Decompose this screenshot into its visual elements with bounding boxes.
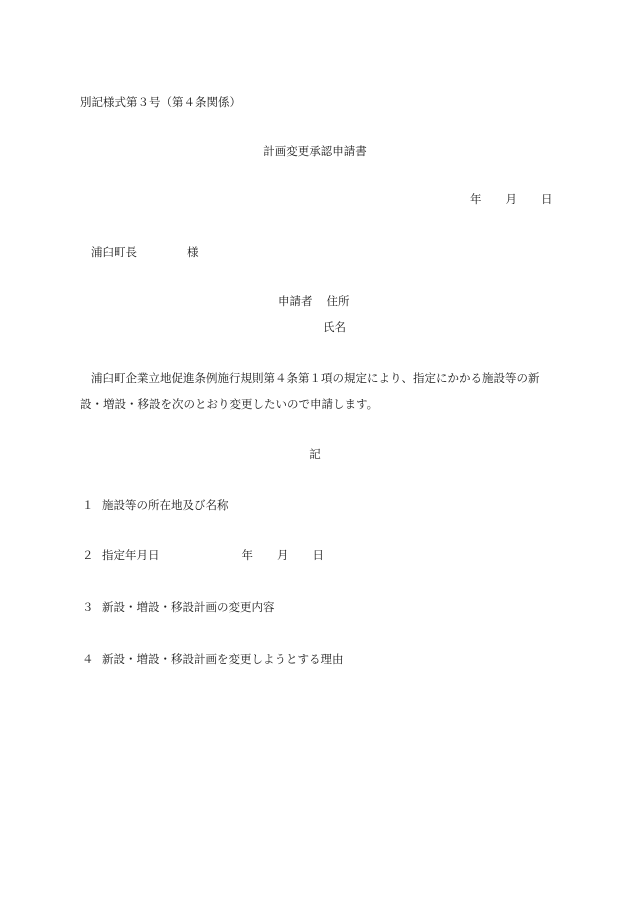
date-month-label: 月 <box>505 192 517 206</box>
item-number: ３ <box>82 600 94 614</box>
item-number: １ <box>82 498 94 512</box>
item-label: 施設等の所在地及び名称 <box>102 498 229 512</box>
addressee-name: 浦臼町長 <box>91 245 137 259</box>
designation-day-label: 日 <box>312 548 324 562</box>
designation-date-fields <box>242 550 325 562</box>
list-item <box>82 602 275 614</box>
applicant-name-label: 氏名 <box>323 320 346 334</box>
date-line <box>470 194 553 206</box>
body-text-line-2: 設・増設・移設を次のとおり変更したいので申請します。 <box>80 397 379 411</box>
date-year-label: 年 <box>470 192 482 206</box>
document-title: 計画変更承認申請書 <box>263 144 367 158</box>
item-label: 新設・増設・移設計画を変更しようとする理由 <box>102 652 344 666</box>
designation-year-label: 年 <box>241 548 253 562</box>
addressee-honorific: 様 <box>187 245 199 259</box>
item-label: 指定年月日 <box>102 548 160 562</box>
applicant-address-line <box>278 296 350 308</box>
applicant-label: 申請者 <box>278 294 313 308</box>
list-item <box>82 500 229 512</box>
item-number: ２ <box>82 548 94 562</box>
list-item <box>82 550 324 562</box>
item-label: 新設・増設・移設計画の変更内容 <box>102 600 275 614</box>
addressee <box>91 247 199 259</box>
date-day-label: 日 <box>541 192 553 206</box>
ki-heading: 記 <box>309 447 321 461</box>
item-number: ４ <box>82 652 94 666</box>
designation-month-label: 月 <box>277 548 289 562</box>
applicant-address-label: 住所 <box>326 294 350 308</box>
body-text-line-1: 浦臼町企業立地促進条例施行規則第４条第１項の規定により、指定にかかる施設等の新 <box>91 371 540 385</box>
form-number: 別記様式第３号（第４条関係） <box>80 95 241 109</box>
list-item <box>82 654 344 666</box>
